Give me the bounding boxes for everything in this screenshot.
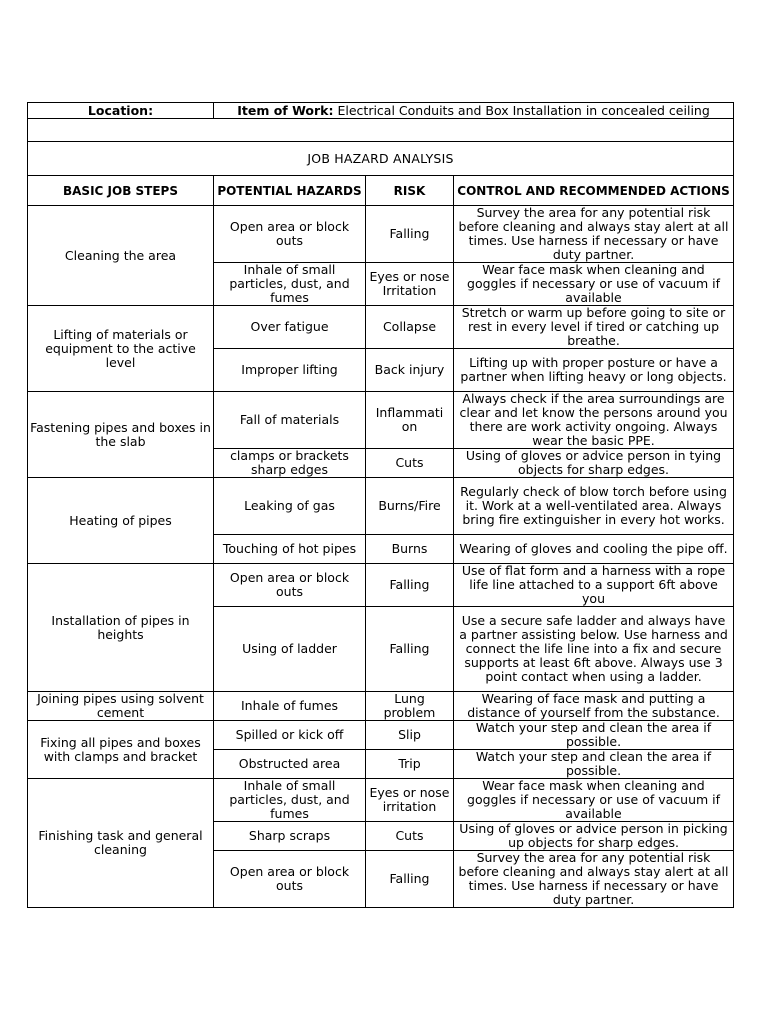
page-title: JOB HAZARD ANALYSIS — [28, 142, 734, 176]
control-cell: Survey the area for any potential risk before cleaning and always stay alert at all times. Use harness if necessary or have duty partner. — [454, 851, 734, 908]
hazard-cell: Obstructed area — [214, 750, 366, 779]
hazard-cell: Improper lifting — [214, 349, 366, 392]
title-row — [28, 142, 734, 176]
hazard-cell: Inhale of small particles, dust, and fumes — [214, 779, 366, 822]
risk-cell: Falling — [366, 607, 454, 692]
job-step-cell: Installation of pipes in heights — [28, 564, 214, 692]
table-row — [28, 692, 734, 721]
column-header-risk: RISK — [366, 176, 454, 206]
risk-cell: Burns/Fire — [366, 478, 454, 535]
control-cell: Wearing of gloves and cooling the pipe off. — [454, 535, 734, 564]
job-step-cell: Joining pipes using solvent cement — [28, 692, 214, 721]
table-row — [28, 779, 734, 822]
risk-cell: Falling — [366, 206, 454, 263]
risk-cell: Cuts — [366, 822, 454, 851]
table-row — [28, 721, 734, 750]
risk-cell: Falling — [366, 851, 454, 908]
hazard-cell: Open area or block outs — [214, 851, 366, 908]
risk-cell: Inflammati on — [366, 392, 454, 449]
item-of-work-label: Item of Work: — [237, 102, 334, 118]
risk-cell: Cuts — [366, 449, 454, 478]
control-cell: Watch your step and clean the area if possible. — [454, 721, 734, 750]
control-cell: Use a secure safe ladder and always have a partner assisting below. Use harness and connect the life line into a fix and secure supports at least 6ft above. Always use 3 point contact when using a ladder. — [454, 607, 734, 692]
risk-cell: Burns — [366, 535, 454, 564]
hazard-cell: clamps or brackets sharp edges — [214, 449, 366, 478]
control-cell: Lifting up with proper posture or have a partner when lifting heavy or long objects. — [454, 349, 734, 392]
control-cell: Using of gloves or advice person in picking up objects for sharp edges. — [454, 822, 734, 851]
risk-cell: Eyes or nose irritation — [366, 779, 454, 822]
risk-cell: Eyes or nose Irritation — [366, 263, 454, 306]
location-label: Location: — [87, 102, 154, 118]
table-row — [28, 206, 734, 263]
control-cell: Regularly check of blow torch before using it. Work at a well-ventilated area. Always bring fire extinguisher in every hot works. — [454, 478, 734, 535]
hazard-cell: Inhale of fumes — [214, 692, 366, 721]
hazard-cell: Touching of hot pipes — [214, 535, 366, 564]
risk-cell: Slip — [366, 721, 454, 750]
hazard-cell: Over fatigue — [214, 306, 366, 349]
job-step-cell: Fastening pipes and boxes in the slab — [28, 392, 214, 478]
control-cell: Stretch or warm up before going to site or rest in every level if tired or catching up breathe. — [454, 306, 734, 349]
job-step-cell: Lifting of materials or equipment to the active level — [28, 306, 214, 392]
hazard-cell: Open area or block outs — [214, 206, 366, 263]
risk-cell: Trip — [366, 750, 454, 779]
column-header-steps: BASIC JOB STEPS — [28, 176, 214, 206]
job-step-cell: Finishing task and general cleaning — [28, 779, 214, 908]
risk-cell: Lung problem — [366, 692, 454, 721]
control-cell: Using of gloves or advice person in tying objects for sharp edges. — [454, 449, 734, 478]
hazard-cell: Open area or block outs — [214, 564, 366, 607]
table-row — [28, 478, 734, 535]
table-row — [28, 392, 734, 449]
risk-cell: Collapse — [366, 306, 454, 349]
table-row — [28, 564, 734, 607]
control-cell: Wear face mask when cleaning and goggles if necessary or use of vacuum if available — [454, 779, 734, 822]
control-cell: Wearing of face mask and putting a distance of yourself from the substance. — [454, 692, 734, 721]
job-step-cell: Fixing all pipes and boxes with clamps and bracket — [28, 721, 214, 779]
control-cell: Survey the area for any potential risk before cleaning and always stay alert at all times. Use harness if necessary or have duty partner. — [454, 206, 734, 263]
job-hazard-analysis-table — [27, 102, 734, 908]
job-step-cell: Heating of pipes — [28, 478, 214, 564]
hazard-cell: Leaking of gas — [214, 478, 366, 535]
control-cell: Always check if the area surroundings are clear and let know the persons around you there are work activity ongoing. Always wear the basic PPE. — [454, 392, 734, 449]
column-header-row — [28, 176, 734, 206]
location-cell — [28, 103, 214, 119]
spacer-row — [28, 119, 734, 142]
control-cell: Wear face mask when cleaning and goggles if necessary or use of vacuum if available — [454, 263, 734, 306]
table-row — [28, 306, 734, 349]
column-header-hazards: POTENTIAL HAZARDS — [214, 176, 366, 206]
hazard-cell: Using of ladder — [214, 607, 366, 692]
job-step-cell: Cleaning the area — [28, 206, 214, 306]
control-cell: Use of flat form and a harness with a rope life line attached to a support 6ft above you — [454, 564, 734, 607]
item-of-work-cell — [214, 103, 734, 119]
risk-cell: Falling — [366, 564, 454, 607]
item-of-work-value: Electrical Conduits and Box Installation in concealed ceiling — [337, 102, 710, 118]
risk-cell: Back injury — [366, 349, 454, 392]
hazard-cell: Fall of materials — [214, 392, 366, 449]
control-cell: Watch your step and clean the area if possible. — [454, 750, 734, 779]
hazard-cell: Spilled or kick off — [214, 721, 366, 750]
spacer-cell — [28, 119, 734, 142]
header-row — [28, 103, 734, 119]
hazard-cell: Sharp scraps — [214, 822, 366, 851]
hazard-cell: Inhale of small particles, dust, and fumes — [214, 263, 366, 306]
column-header-control: CONTROL AND RECOMMENDED ACTIONS — [454, 176, 734, 206]
